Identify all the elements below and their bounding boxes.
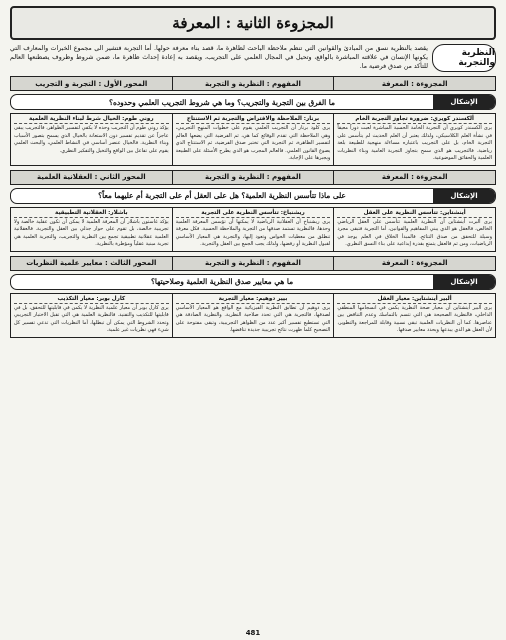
axis-module: المجزوءة : المعرفة	[333, 77, 495, 90]
problem-label: الإشكال	[433, 275, 495, 289]
problem-question: على ماذا تتأسس النظرية العلمية؟ هل على العقل أم على التجربة أم عليهما معاً؟	[98, 191, 346, 200]
position-text: يرى كارل بوبر أن معيار علمية النظرية لا يكمن في قابليتها للتحقق، بل في قابليتها للتكذيب والتفنيد. فالنظرية العلمية هي التي تقبل الاختبار التجريبي وتحدد الشروط التي يمكن أن تبطلها، أما النظريات التي تدعي تفسير كل شيء فهي نظريات غير علمية.	[13, 304, 169, 333]
problem-row	[10, 94, 496, 110]
problem-label: الإشكال	[433, 189, 495, 203]
page-title: المجزوءة الثانية : المعرفة	[10, 6, 496, 40]
position-heading: كارل بوبر: معيار التكذيب	[14, 296, 169, 304]
axis-concept: المفهوم : النظرية و التجربة	[172, 171, 334, 184]
position-text: يرى ألبرت أينشتاين أن النظرية العلمية تتأسس على العقل الرياضي الخالص، فالعقل هو الذي يبني المفاهيم والقوانين، أما التجربة فتبقى مجرد وسيلة للتحقق من صدق النتائج. فالمبدأ الخلاق في العلم يوجد في الرياضيات، ومن ثم فالعقل يتمتع بقدرة إبداعية على بناء النسق النظري.	[337, 218, 492, 247]
position-text: يرى كلود برنار أن التجريب العلمي يقوم على خطوات المنهج التجريبي، وهي الملاحظة التي تقدم الوقائع كما هي، ثم الفرضية التي يضعها العالم لتفسير الظاهرة، ثم التجربة التي تختبر صدق الفرضية، ثم الاستنتاج الذي يصوغ القانون العلمي. فالعالم المجرب هو الذي يطرح الأسئلة على الطبيعة ويجبرها على الإجابة.	[175, 125, 331, 161]
positions-columns	[10, 113, 496, 166]
position-column	[172, 114, 334, 165]
axis-bar	[10, 170, 496, 185]
axis-bar	[10, 256, 496, 271]
axis-concept: المفهوم : النظرية و التجربة	[172, 257, 334, 270]
position-heading: ريشنباخ: تتأسس النظرية على التجربة	[176, 210, 331, 218]
axis-title: المحور الثاني : العقلانية العلمية	[37, 173, 146, 181]
position-heading: باشلار: العقلانية التطبيقية	[14, 210, 169, 218]
axis-bar	[10, 76, 496, 91]
position-column	[11, 114, 172, 165]
position-column	[11, 294, 172, 337]
intro-text: يقصد بالنظرية نسق من المبادئ والقوانين التي تنظم ملاحظة الباحث لظاهرة ما، قصد بناء معرفة حولها. أما التجربة فتشير الى مجموع الخبرات والمعارف التي يكونها الإنسان في علاقته المباشرة بالواقع، وتحيل في المجال العلمي على التجريب، ويقصد به إعادة إحداث ظاهرة ما، ضمن شروط وظروف يصطنعها العالم للتأكد من صدق فرضية ما.	[10, 45, 428, 71]
intro-block	[10, 44, 496, 72]
position-heading: برنار: الملاحظة والافتراض والتجربة ثم الاستنتاج	[176, 116, 331, 124]
position-column	[333, 114, 495, 165]
position-text: يرى ألكسندر كويري أن التجربة الخامة الحسية المباشرة لعبت دوراً معيقاً في نشأة العلم الكلاسيكي، ولذلك يعتبر أن العلم الحديث لم يتأسس على التجربة الخام، بل على التجريب باعتباره مساءلة منهجية للطبيعة بلغة رياضية. فالتجريب هو الذي سمح بتجاوز التجربة العامية وبناء النظريات العلمية والحقائق الموضوعية.	[337, 125, 492, 161]
position-column	[333, 208, 495, 251]
position-heading: ألبير أينشتاين: معيار العقل	[337, 296, 492, 304]
axis-module: المجزوءة : المعرفة	[333, 257, 495, 270]
problem-row	[10, 188, 496, 204]
section-axis-1	[10, 76, 496, 166]
section-axis-2	[10, 170, 496, 252]
axis-title: المحور الأول : التجربة و التجريب	[35, 79, 148, 88]
intro-badge: النظرية والتجربة	[432, 44, 496, 72]
position-heading: أينشتاين: تتأسس النظرية على العقل	[337, 210, 492, 218]
problem-question: ما هي معايير صدق النظرية العلمية وصلاحيتها؟	[150, 277, 294, 286]
position-column	[11, 208, 172, 251]
position-column	[172, 294, 334, 337]
position-text: يرى ألبير أينشتاين أن معيار صحة النظرية يكمن في انسجامها المنطقي الداخلي، فالنظرية الصحيحة هي التي تتسم بالتماسك وعدم التناقض بين عناصرها. كما أن النظريات العلمية تبقى نسبية وقابلة للمراجعة والتطوير، لأن العقل هو الذي يبدعها ويحدد معايير صدقها.	[337, 304, 492, 333]
axis-module: المجزوءة : المعرفة	[333, 171, 495, 184]
position-text: يؤكد غاستون باشلار أن المعرفة العلمية لا يمكن أن تكون عقلية خالصة ولا تجريبية خالصة، بل تقوم على حوار جدلي بين العقل والتجربة. فالعقلانية العلمية عقلانية تطبيقية تجمع بين النظرية والتجريب، والتجربة العلمية هي تجربة مبنية عقلياً ومؤطرة بالنظرية.	[13, 218, 169, 247]
positions-columns	[10, 293, 496, 338]
position-column	[333, 294, 495, 337]
problem-question: ما الفرق بين التجربة والتجريب؟ وما هي شروط التجريب العلمي وحدوده؟	[109, 97, 335, 107]
position-text: يرى دوهيم أن تطابق النظرية الفيزيائية مع الواقع هو المعيار الأساسي لصدقها، فالتجربة هي التي تحدد صلاحية النظرية. والنظرية الصادقة هي التي تستطيع تفسير أكبر عدد من الظواهر التجريبية، وتبقى مفتوحة على التصحيح كلما ظهرت نتائج تجريبية جديدة تناقضها.	[175, 304, 331, 333]
position-heading: بيير دوهيم: معيار التجربة	[176, 296, 331, 304]
position-text: يرى ريشنباخ أن العقلانية الرياضية لا يمكنها أن تؤسس المعرفة العلمية وحدها، فالنظرية تستمد صدقها من التجربة والملاحظة الحسية. فكل معرفة تنطلق من معطيات الحواس وتعود إليها، والتجربة هي المعيار الأساسي لقبول النظرية أو رفضها، ولذلك يجب الجمع بين العقل والتجربة.	[175, 218, 331, 247]
axis-title: المحور الثالث : معايير علمية النظريات	[26, 259, 157, 267]
problem-label: الإشكال	[433, 95, 495, 109]
position-column	[172, 208, 334, 251]
section-axis-3	[10, 256, 496, 338]
position-heading: روني طوم: الخيال شرط لبناء النظرية العلمية	[14, 116, 169, 124]
position-heading: ألكسندر كويري: ضرورة تجاوز التجربة الخام	[337, 116, 492, 124]
positions-columns	[10, 207, 496, 252]
axis-concept: المفهوم : النظرية و التجربة	[172, 77, 334, 90]
page-number: 481	[245, 629, 261, 637]
problem-row	[10, 274, 496, 290]
position-text: يؤكد روني طوم أن التجريب وحده لا يكفي لتفسير الظواهر، فالتجريب يبقى عاجزاً عن تقديم تفسير دون الاستعانة بالخيال الذي يسمح بتصور الأسباب وبناء النظرية. فالخيال عنصر أساسي في النشاط العلمي، والبحث العلمي يقوم على تفاعل بين الواقع والتخيل والتفكير النظري.	[13, 125, 169, 154]
